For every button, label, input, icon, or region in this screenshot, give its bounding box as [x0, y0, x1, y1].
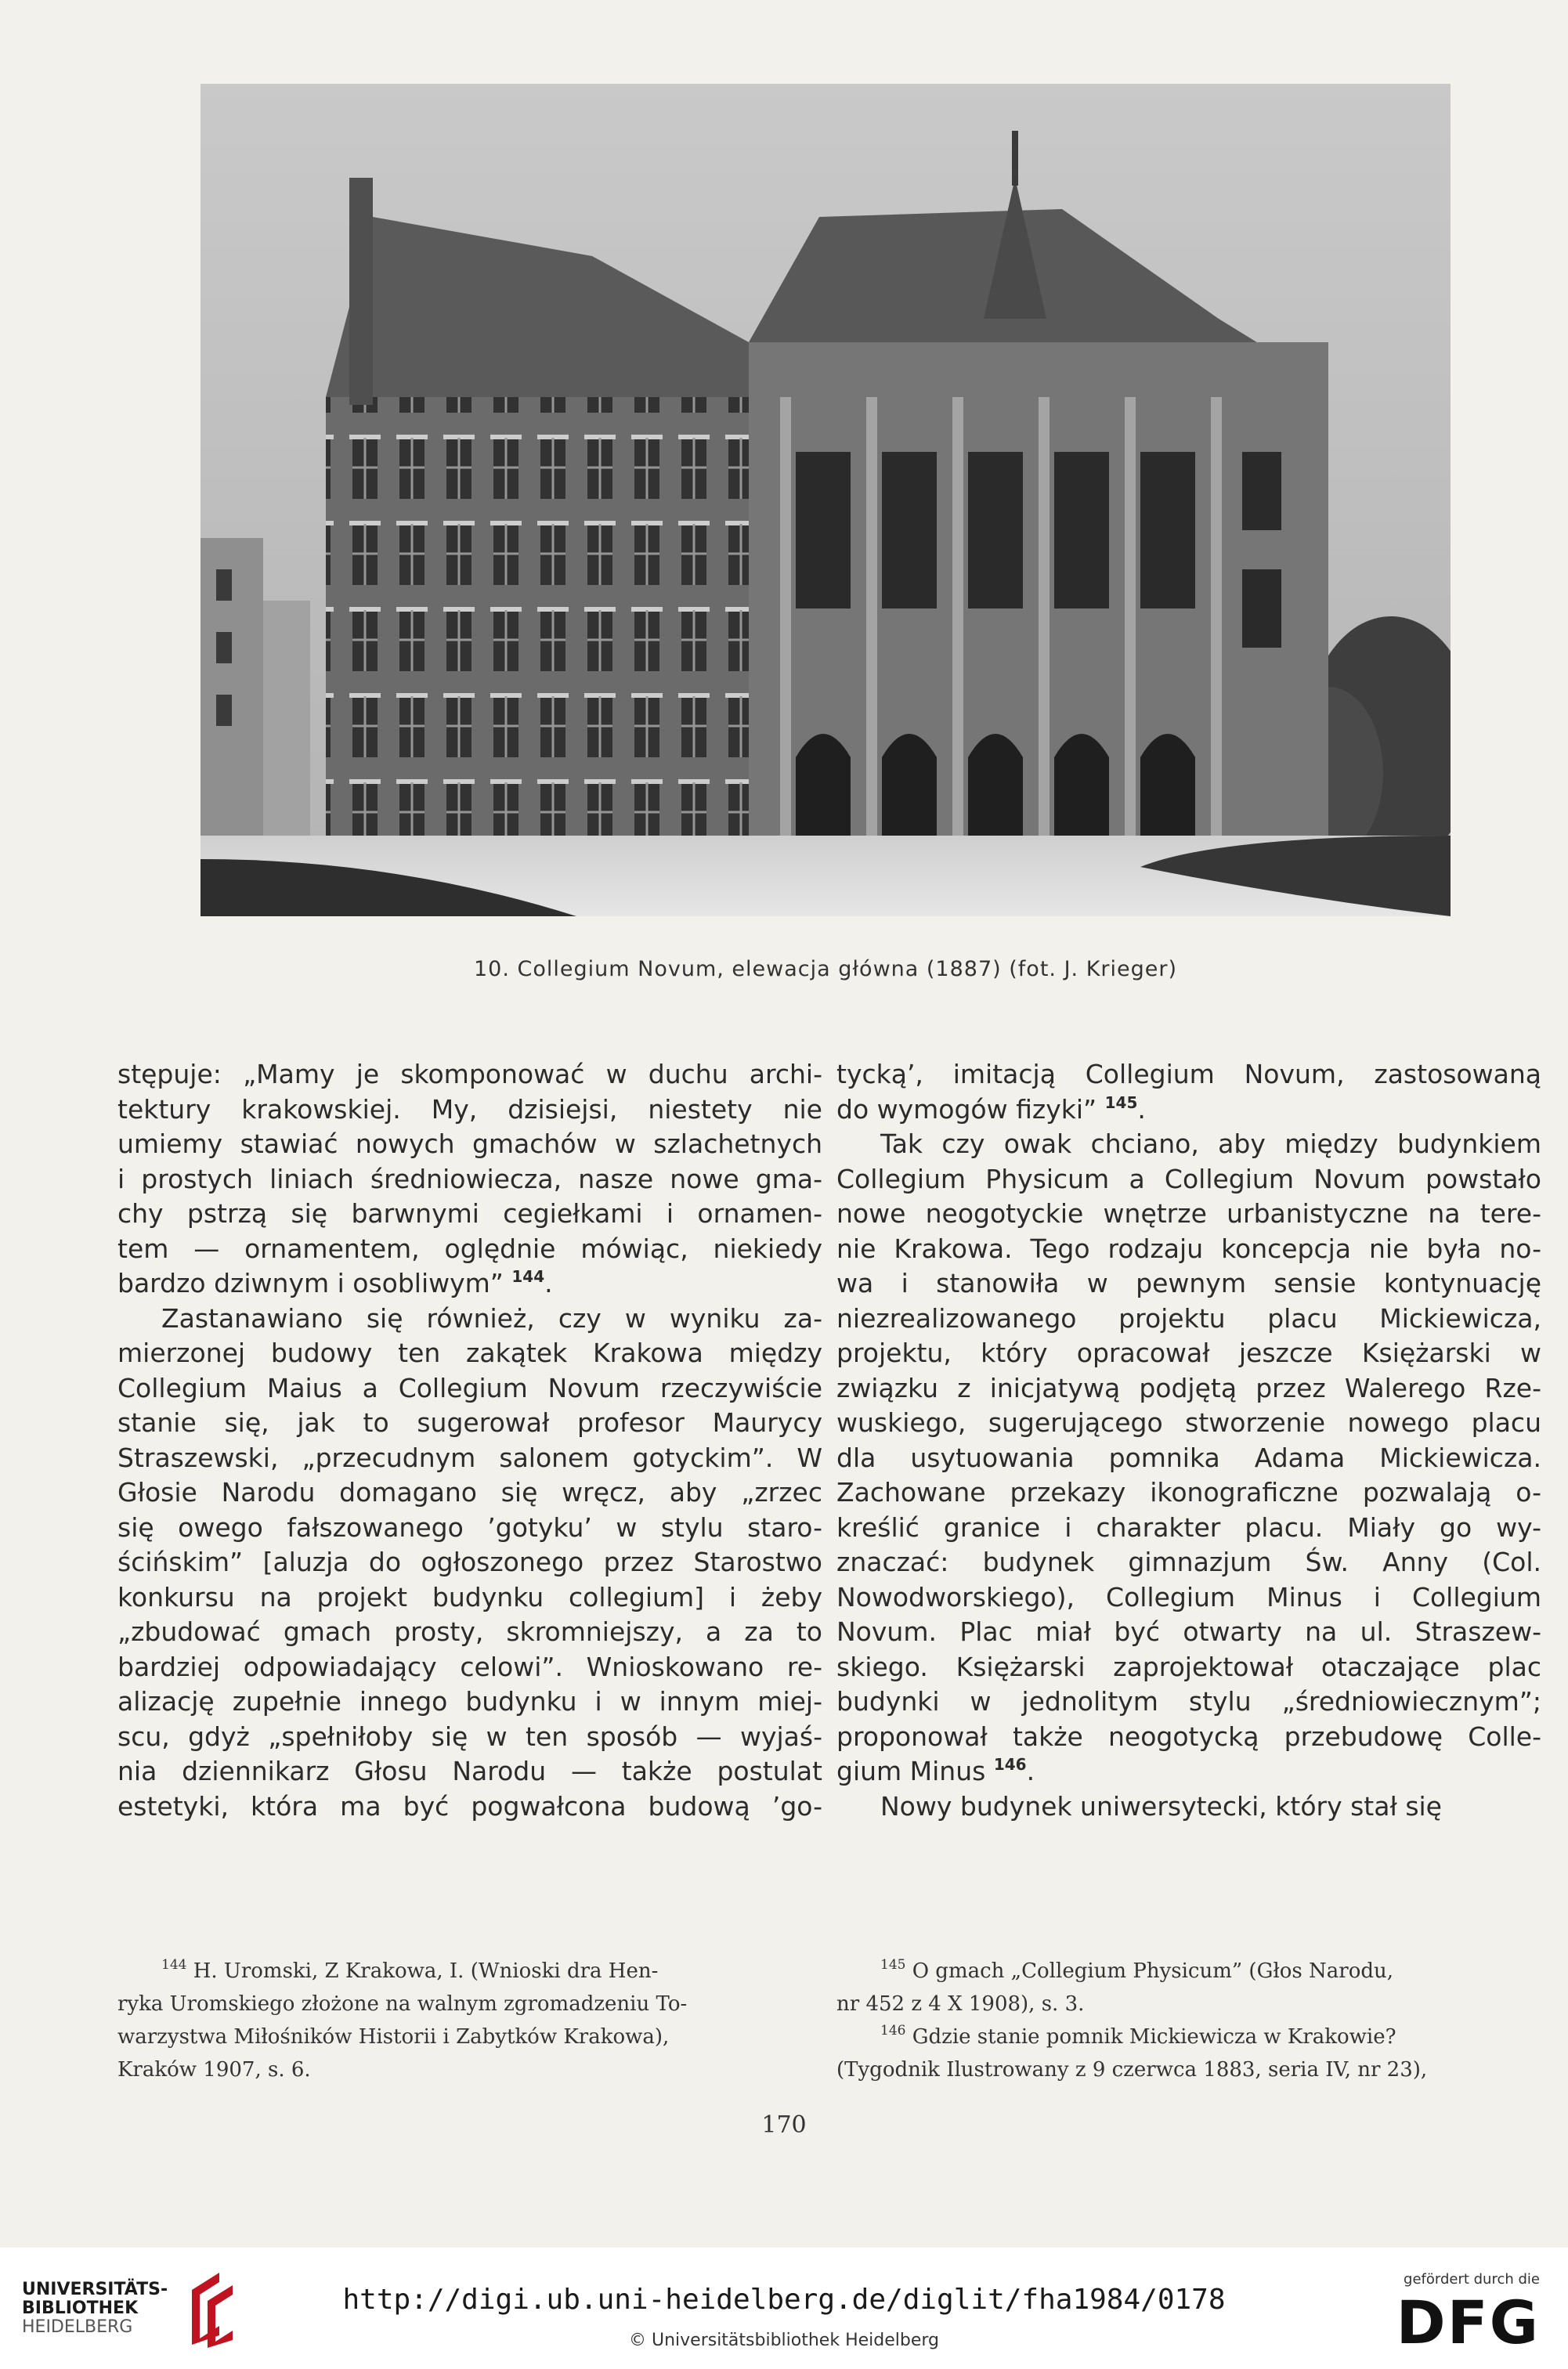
text-line: bardzo dziwnym i osobliwym” — [117, 1268, 512, 1298]
footnote-line: warzystwa Miłośników Historii i Zabytków Krakowa), — [117, 2025, 670, 2049]
library-name-line2: BIBLIOTHEK — [22, 2299, 139, 2318]
left-text-column — [117, 1057, 822, 1824]
footnote-ref: 145 — [1104, 1092, 1138, 1112]
text-line-with-ref: gium Minus $^{146}$. — [836, 1755, 1035, 1786]
building-photograph — [201, 84, 1451, 916]
text-line: scu, gdyż „spełniłoby się w ten sposób — wyjaś- — [117, 1721, 822, 1752]
text-line: związku z inicjatywą podjętą przez Walerego Rze- — [836, 1372, 1541, 1403]
text-line: stanie się, jak to sugerował profesor Maurycy — [117, 1407, 822, 1438]
text-line: wa i stanowiła w pewnym sensie kontynuację — [836, 1268, 1541, 1298]
text-line: bardziej odpowiadający celowi”. Wnioskowano re- — [117, 1651, 822, 1682]
text-line: Zachowane przekazy ikonograficzne pozwalają o- — [836, 1477, 1541, 1508]
footnote-ref: 146 — [993, 1755, 1027, 1774]
copyright-notice: © Universitätsbibliothek Heidelberg — [628, 2331, 939, 2350]
footnote-line: nr 452 z 4 X 1908), s. 3. — [836, 1992, 1085, 2016]
funding-note: gefördert durch die — [1404, 2271, 1540, 2288]
paragraph-start: Tak czy owak chciano, aby między budynkiem — [880, 1129, 1541, 1159]
footnote-text: O gmach „Collegium Physicum” (Głos Narodu, — [912, 1959, 1394, 1983]
text-line: umiemy stawiać nowych gmachów w szlachetnych — [117, 1129, 822, 1159]
footnote-line — [117, 1955, 807, 1988]
collegium-novum-photo — [201, 84, 1451, 916]
text-line: mierzonej budowy ten zakątek Krakowa między — [117, 1338, 822, 1368]
footnotes-left — [117, 1955, 807, 2086]
paragraph-start: Zastanawiano się również, czy w wyniku za- — [161, 1302, 822, 1334]
text-line: nowe neogotyckie wnętrze urbanistyczne na tere- — [836, 1198, 1541, 1229]
text-line: Straszewski, „przecudnym salonem gotyckim”. W — [117, 1442, 822, 1473]
text-line: Nowodworskiego), Collegium Minus i Collegium — [836, 1581, 1541, 1612]
figure-caption: 10. Collegium Novum, elewacja główna (1887) (fot. J. Krieger) — [474, 957, 1177, 981]
text-line: „zbudować gmach prosty, skromniejszy, a za to — [117, 1616, 822, 1647]
text-line: się owego fałszowanego ’gotyku’ w stylu staro- — [117, 1511, 822, 1543]
footnote-ref: 144 — [511, 1267, 545, 1286]
text-line: znaczać: budynek gimnazjum Św. Anny (Col. — [836, 1547, 1541, 1577]
text-line: projektu, który opracował jeszcze Księżarski w — [836, 1338, 1541, 1368]
library-name-line1: UNIVERSITÄTS- — [22, 2280, 168, 2299]
text-line: niezrealizowanego projektu placu Mickiewicza, — [836, 1302, 1541, 1334]
paragraph-start: Nowy budynek uniwersytecki, który stał się — [880, 1790, 1442, 1822]
footnote-line: Kraków 1907, s. 6. — [117, 2058, 311, 2082]
text-line: gium Minus — [836, 1756, 994, 1786]
text-line: proponował także neogotycką przebudowę Colle- — [836, 1721, 1541, 1752]
text-line: stępuje: „Mamy je skomponować w duchu archi- — [117, 1059, 822, 1089]
text-line: alizację zupełnie innego budynku i w innym miej- — [117, 1686, 822, 1717]
text-line-with-ref: do wymogów fizyki” $^{145}$. — [836, 1092, 1146, 1125]
text-line: wuskiego, sugerującego stworzenie nowego placu — [836, 1407, 1541, 1438]
text-line: chy pstrzą się barwnymi cegiełkami i ornamen- — [117, 1198, 822, 1229]
footnote-text: H. Uromski, Z Krakowa, I. (Wnioski dra Hen- — [193, 1959, 659, 1983]
dfg-logo: DFG — [1396, 2288, 1540, 2357]
text-line: budynki w jednolitym stylu „średniowiecznym”; — [836, 1686, 1541, 1717]
text-line: nia dziennikarz Głosu Narodu — także postulat — [117, 1756, 822, 1786]
library-name-line3: HEIDELBERG — [22, 2317, 133, 2337]
text-line: ścińskim” [aluzja do ogłoszonego przez Starostwo — [117, 1547, 822, 1577]
text-line: do wymogów fizyki” — [836, 1093, 1105, 1125]
footer-bar — [0, 2248, 1568, 2369]
footnote-line — [836, 1955, 1526, 1988]
text-line: tektury krakowskiej. My, dzisiejsi, niestety nie — [117, 1093, 822, 1125]
text-line: kreślić granice i charakter placu. Miały go wy- — [836, 1511, 1541, 1543]
footnote-number: 145 — [880, 1957, 906, 1973]
text-line-with-ref: bardzo dziwnym i osobliwym” $^{144}$. — [117, 1267, 553, 1298]
text-line: nie Krakowa. Tego rodzaju koncepcja nie była no- — [836, 1233, 1541, 1264]
text-line: Novum. Plac miał być otwarty na ul. Straszew- — [836, 1616, 1541, 1647]
footnote-line: ryka Uromskiego złożone na walnym zgromadzeniu To- — [117, 1992, 688, 2016]
footnote-number: 144 — [161, 1957, 187, 1973]
footnotes-right — [836, 1955, 1526, 2086]
text-line: Collegium Maius a Collegium Novum rzeczywiście — [117, 1372, 822, 1403]
footnote-line: (Tygodnik Ilustrowany z 9 czerwca 1883, seria IV, nr 23), — [836, 2058, 1428, 2082]
text-line: i prostych liniach średniowiecza, nasze nowe gma- — [117, 1163, 822, 1194]
footnote-number: 146 — [880, 2023, 906, 2039]
text-line: konkursu na projekt budynku collegium] i żeby — [117, 1581, 822, 1612]
footnote-text: Gdzie stanie pomnik Mickiewicza w Krakowie? — [912, 2025, 1396, 2049]
text-line: Collegium Physicum a Collegium Novum powstało — [836, 1163, 1541, 1194]
text-line: tem — ornamentem, oględnie mówiąc, niekiedy — [117, 1233, 822, 1264]
permalink-url[interactable]: http://digi.ub.uni-heidelberg.de/diglit/fha1984/0178 — [342, 2284, 1226, 2316]
page-number: 170 — [761, 2111, 807, 2139]
text-line: dla usytuowania pomnika Adama Mickiewicza. — [836, 1442, 1541, 1473]
footnote-line — [836, 2021, 1526, 2053]
text-line: tycką’, imitacją Collegium Novum, zastosowaną — [836, 1059, 1541, 1089]
text-line: estetyki, która ma być pogwałcona budową ’go- — [117, 1790, 822, 1822]
right-text-column — [836, 1057, 1541, 1824]
text-line: Głosie Narodu domagano się wręcz, aby „zrzec — [117, 1477, 822, 1508]
text-line: skiego. Księżarski zaprojektował otaczające plac — [836, 1651, 1541, 1682]
